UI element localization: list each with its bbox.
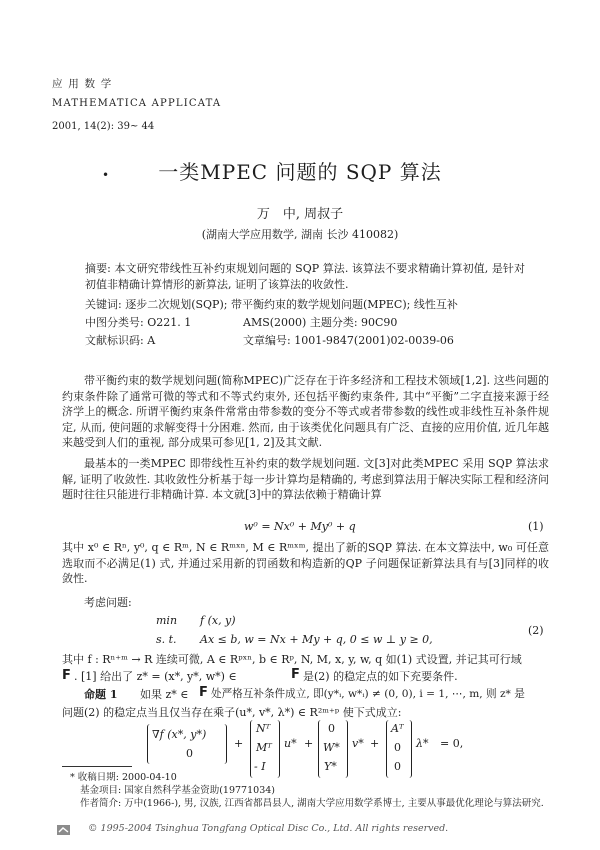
eq2-constraints: Ax ≤ b, w = Nx + My + q, 0 ≤ w ⊥ y ≥ 0, <box>200 633 433 646</box>
matrix-y: Y* <box>324 760 337 773</box>
publisher-logo-icon <box>56 823 72 837</box>
feasible-set-symbol: F <box>62 668 71 683</box>
ams-classification: AMS(2000) 主题分类: 90C90 <box>243 316 398 329</box>
gradient-top: ∇f (x*, y*) <box>152 728 207 741</box>
multiplier-v: v* <box>352 737 364 750</box>
multiplier-u: u* <box>284 737 297 750</box>
matrix-neg-i: - I <box>254 760 266 773</box>
journal-name-en: MATHEMATICA APPLICATA <box>52 98 222 109</box>
proposition-line-2: 问题(2) 的稳定点当且仅当存在乘子(u*, v*, λ*) ∈ R²ᵐ⁺ᵖ 使下式成立: <box>62 706 402 719</box>
fourth-paragraph-end: 是(2) 的稳定点的如下充要条件. <box>303 670 458 683</box>
equals-zero: = 0, <box>440 737 464 750</box>
abstract: 摘要: 本文研究带线性互补约束规划问题的 SQP 算法. 该算法不要求精确计算初值, 是针对初值非精确计算情形的新算法, 证明了该算法的收敛性. <box>85 262 525 291</box>
matrix-a-t: Aᵀ <box>391 722 404 735</box>
matrix-m-t: Mᵀ <box>256 741 272 754</box>
eq2-objective: f (x, y) <box>200 614 236 627</box>
eq2-st: s. t. <box>156 633 177 646</box>
matrix-zero-2: 0 <box>394 741 401 754</box>
intro-paragraph: 带平衡约束的数学规划问题(简称MPEC)广泛存在于许多经济和工程技术领域[1,2]. 这些问题的约束条件除了通常可微的等式和不等式约束外, 还包括平衡约束条件, 其中“平衡”二字直接来源于经济学上的概念. 所谓平衡约束条件常常由带参数的变分不等式或者带参数的线性或非线性互补条件规定, 从而, 使问题的求解变得十分困难. 然而, 由于该类优化问题具有广泛、直接的应用价值, 近几年越来越受到人们的重视, 部分成果可参见[1, 2]及其文献. <box>62 374 549 449</box>
proposition-label: 命题 1 <box>84 688 118 701</box>
second-paragraph: 最基本的一类MPEC 即带线性互补约束的数学规划问题. 文[3]对此类MPEC 采用 SQP 算法求解, 证明了收敛性. 其收敛性分析基于每一步计算均是精确的, 考虑到算法用于解决实际工程和经济问题时往往只能进行非精确计算. 本文就[3]中的算法依赖于精确计算 <box>62 457 549 501</box>
plus-3: + <box>370 737 380 750</box>
issue-info: 2001, 14(2): 39~ 44 <box>52 121 155 132</box>
copyright-notice: © 1995-2004 Tsinghua Tongfang Optical Disc Co., Ltd. All rights reserved. <box>88 823 449 834</box>
third-paragraph: 其中 x⁰ ∈ Rⁿ, y⁰, q ∈ Rᵐ, N ∈ Rᵐˣⁿ, M ∈ Rᵐˣᵐ, 提出了新的SQP 算法. 在本文算法中, w₀ 可任意选取而不必满足(1) 式, 并通过采用新的罚函数和构造新的QP 子问题保证新算法具有与[3]同样的收敛性. <box>62 541 549 585</box>
proposition-text: 如果 z* ∈ <box>140 688 189 701</box>
matrix-w: W* <box>323 741 340 754</box>
footnote-rule <box>62 766 132 767</box>
matrix-n-t: Nᵀ <box>256 722 271 735</box>
plus-2: + <box>304 737 314 750</box>
multiplier-lambda: λ* <box>416 737 429 750</box>
equation-1-number: (1) <box>528 520 544 533</box>
feasible-set-symbol-2: F <box>291 667 300 682</box>
title-bullet: • <box>102 168 110 182</box>
journal-name-cn: 应 用 数 学 <box>52 78 113 90</box>
clc-number: 中图分类号: O221. 1 <box>85 316 192 329</box>
keywords: 关键词: 逐步二次规划(SQP); 带平衡约束的数学规划问题(MPEC); 线性互补 <box>85 298 458 311</box>
fourth-paragraph: 其中 f : Rⁿ⁺ᵐ → R 连续可微, A ∈ Rᵖˣⁿ, b ∈ Rᵖ, N, M, x, y, w, q 如(1) 式设置, 并记其可行域 <box>62 653 522 666</box>
proposition-text-2: 处严格互补条件成立, 即(y*ᵢ, w*ᵢ) ≠ (0, 0), i = 1, ⋯, m, 则 z* 是 <box>211 688 525 700</box>
feasible-set-symbol-3: F <box>199 685 208 700</box>
matrix-zero-3: 0 <box>394 760 401 773</box>
footnote-bio: 作者简介: 万中(1966-), 男, 汉族, 江西省都昌县人, 湖南大学应用数学系博士, 主要从事最优化理论与算法研究. <box>80 798 544 809</box>
document-code: 文献标识码: A <box>85 334 156 347</box>
consider-problem: 考虑问题: <box>84 596 132 609</box>
footnote-received: * 收稿日期: 2000-04-10 <box>70 772 177 783</box>
equation-1: w⁰ = Nx⁰ + My⁰ + q <box>244 520 356 533</box>
matrix-zero: 0 <box>328 722 335 735</box>
eq2-min: min <box>156 614 178 627</box>
equation-2-number: (2) <box>528 624 544 637</box>
plus-1: + <box>234 737 244 750</box>
fourth-paragraph-cont: . [1] 给出了 z* = (x*, y*, w*) ∈ <box>74 670 237 683</box>
authors: 万 中, 周叔子 <box>256 207 344 222</box>
affiliation: (湖南大学应用数学, 湖南 长沙 410082) <box>201 228 399 241</box>
footnote-fund: 基金项目: 国家自然科学基金资助(19771034) <box>80 785 275 796</box>
article-number: 文章编号: 1001-9847(2001)02-0039-06 <box>243 334 454 347</box>
gradient-bottom: 0 <box>186 747 193 760</box>
paper-title: 一类MPEC 问题的 SQP 算法 <box>158 160 442 184</box>
